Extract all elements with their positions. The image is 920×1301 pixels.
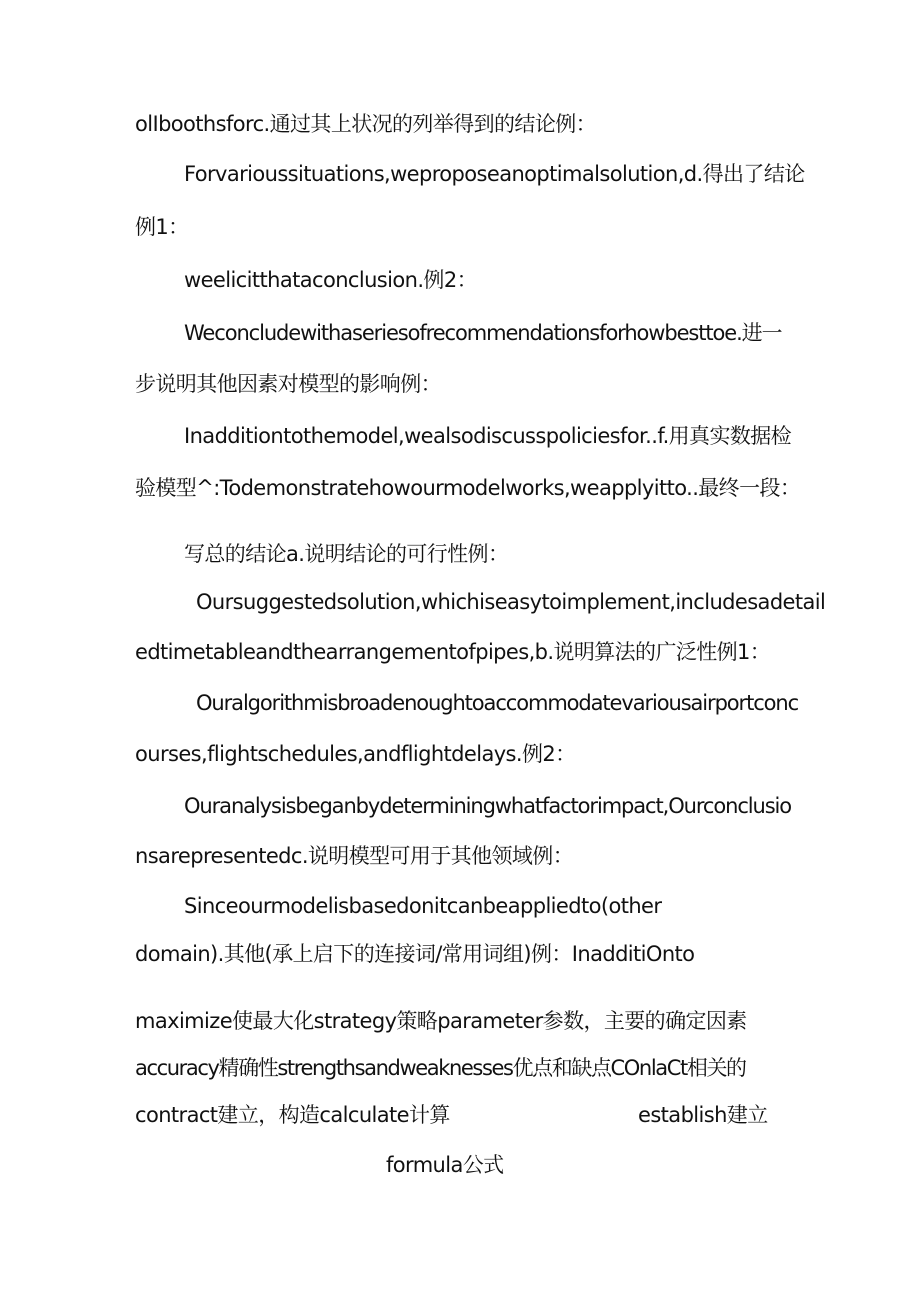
text-line: nsarepresentedc.说明模型可用于其他领域例： (135, 844, 574, 868)
text-line: Ouranalysisbeganbydeterminingwhatfactorimpact,Ourconclusio (184, 794, 792, 818)
text-line: maximize使最大化strategy策略parameter参数，主要的确定因素 (135, 1009, 747, 1033)
text-line: edtimetableandthearrangementofpipes,b.说明算法的广泛性例1： (135, 640, 771, 664)
text-line: weelicitthataconclusion.例2： (184, 268, 477, 292)
text-line: Weconcludewithaseriesofrecommendationsforhowbesttoe.进一 (184, 321, 782, 345)
text-line: formula公式 (386, 1153, 504, 1177)
text-line: Sinceourmodelisbasedonitcanbeappliedto(other (184, 894, 662, 918)
text-line: Ouralgorithmisbroadenoughtoaccommodatevariousairportconc (196, 691, 799, 715)
text-line: Oursuggestedsolution,whichiseasytoimplement,includesadetail (196, 590, 826, 614)
text-line: 写总的结论a.说明结论的可行性例： (184, 542, 509, 566)
text-line: contract建立，构造calculate计算 (135, 1103, 450, 1127)
text-line: 验模型^:Todemonstratehowourmodelworks,weapplyitto..最终一段： (135, 476, 801, 500)
text-line: 例1： (135, 215, 189, 239)
text-line: establish建立 (638, 1103, 768, 1127)
text-line: domain).其他(承上启下的连接词/常用词组)例：InadditiOnto (135, 942, 695, 966)
text-line: 步说明其他因素对模型的影响例： (135, 372, 441, 396)
text-line: Forvarioussituations,weproposeanoptimalsolution,d.得出了结论 (184, 162, 805, 186)
text-line: olIboothsforc.通过其上状况的列举得到的结论例： (135, 112, 597, 136)
text-line: accuracy精确性strengthsandweaknesses优点和缺点COnlaCt相关的 (135, 1056, 746, 1080)
text-line: Inadditiontothemodel,wealsodiscusspoliciesfor..f.用真实数据检 (184, 424, 792, 448)
text-line: ourses,flightschedules,andflightdelays.例2： (135, 742, 576, 766)
